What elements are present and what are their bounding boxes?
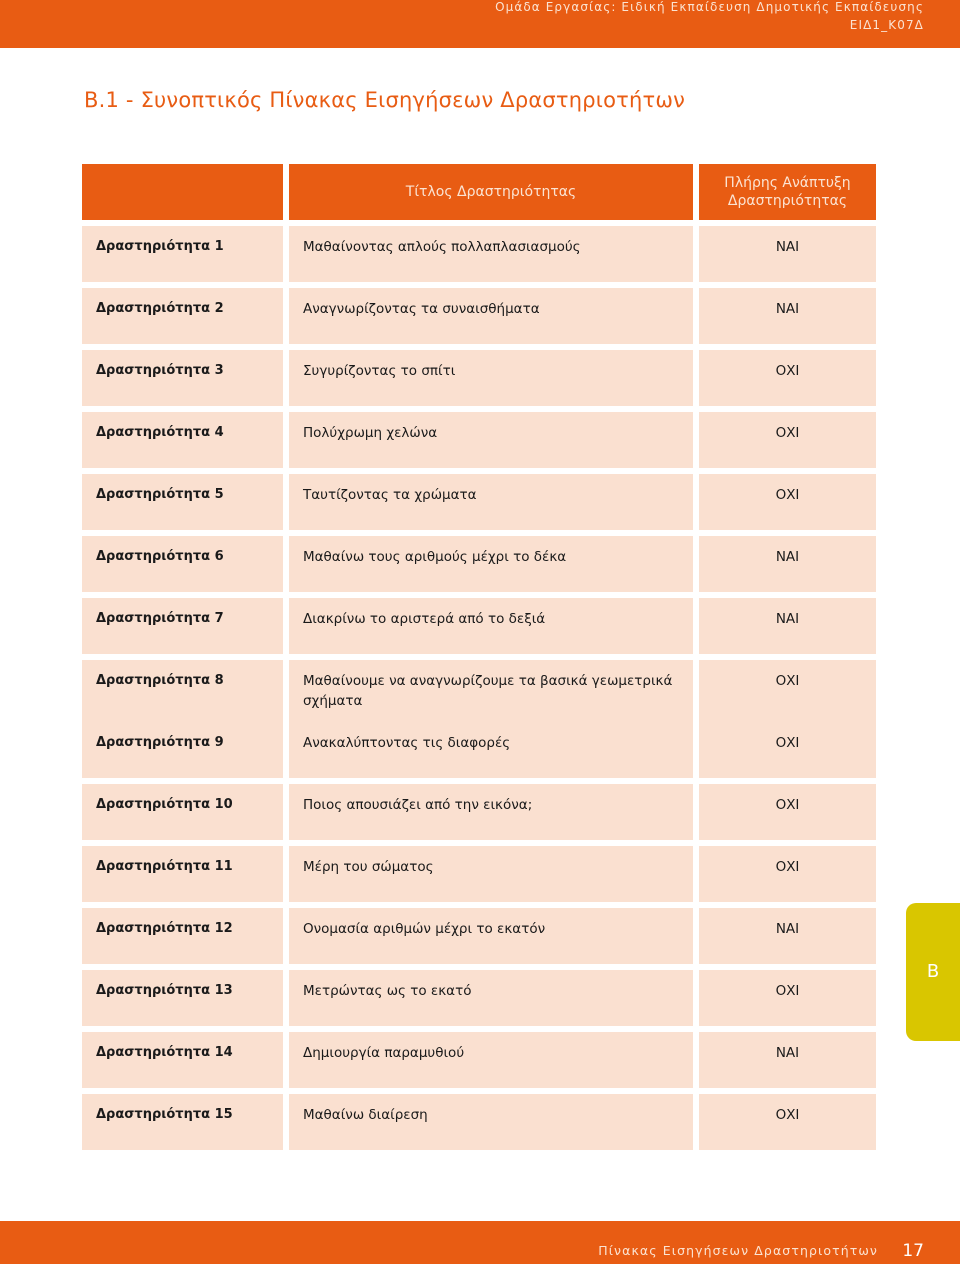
table-header-full-development: Πλήρης Ανάπτυξη Δραστηριότητας bbox=[699, 164, 876, 220]
row-13-full: ΟΧΙ bbox=[699, 970, 876, 1026]
row-1-title: Μαθαίνοντας απλούς πολλαπλασιασμούς bbox=[289, 226, 693, 282]
footer-band bbox=[0, 1221, 960, 1264]
row-7-title: Διακρίνω το αριστερά από το δεξιά bbox=[289, 598, 693, 654]
header-group-name: Ομάδα Εργασίας: Ειδική Εκπαίδευση Δημοτικής Εκπαίδευσης bbox=[495, 0, 924, 14]
row-12-title: Ονομασία αριθμών μέχρι το εκατόν bbox=[289, 908, 693, 964]
row-2-activity: Δραστηριότητα 2 bbox=[82, 288, 283, 344]
row-11-full: ΟΧΙ bbox=[699, 846, 876, 902]
rows-8-9-activity bbox=[82, 660, 283, 778]
rows-8-9-full bbox=[699, 660, 876, 778]
row-10-title: Ποιος απουσιάζει από την εικόνα; bbox=[289, 784, 693, 840]
row-4-full: ΟΧΙ bbox=[699, 412, 876, 468]
activities-table bbox=[82, 164, 876, 1156]
row-9-activity: Δραστηριότητα 9 bbox=[96, 735, 224, 750]
row-6-title: Μαθαίνω τους αριθμούς μέχρι το δέκα bbox=[289, 536, 693, 592]
row-1-activity: Δραστηριότητα 1 bbox=[82, 226, 283, 282]
row-15-activity: Δραστηριότητα 15 bbox=[82, 1094, 283, 1150]
row-4-title: Πολύχρωμη χελώνα bbox=[289, 412, 693, 468]
row-14-full: ΝΑΙ bbox=[699, 1032, 876, 1088]
page-number: 17 bbox=[902, 1241, 924, 1261]
row-7-full: ΝΑΙ bbox=[699, 598, 876, 654]
row-2-full: ΝΑΙ bbox=[699, 288, 876, 344]
row-10-full: ΟΧΙ bbox=[699, 784, 876, 840]
page-title: Β.1 - Συνοπτικός Πίνακας Εισηγήσεων Δραστηριοτήτων bbox=[84, 88, 686, 112]
row-12-activity: Δραστηριότητα 12 bbox=[82, 908, 283, 964]
row-15-title: Μαθαίνω διαίρεση bbox=[289, 1094, 693, 1150]
row-9-title: Ανακαλύπτοντας τις διαφορές bbox=[303, 735, 511, 751]
row-11-activity: Δραστηριότητα 11 bbox=[82, 846, 283, 902]
row-8-title: Μαθαίνουμε να αναγνωρίζουμε τα βασικά γεωμετρικά σχήματα bbox=[303, 673, 673, 709]
row-4-activity: Δραστηριότητα 4 bbox=[82, 412, 283, 468]
table-header-title: Τίτλος Δραστηριότητας bbox=[289, 164, 693, 220]
row-3-full: ΟΧΙ bbox=[699, 350, 876, 406]
row-11-title: Μέρη του σώματος bbox=[289, 846, 693, 902]
row-5-title: Ταυτίζοντας τα χρώματα bbox=[289, 474, 693, 530]
row-2-title: Αναγνωρίζοντας τα συναισθήματα bbox=[289, 288, 693, 344]
row-6-full: ΝΑΙ bbox=[699, 536, 876, 592]
row-13-title: Μετρώντας ως το εκατό bbox=[289, 970, 693, 1026]
row-15-full: ΟΧΙ bbox=[699, 1094, 876, 1150]
row-12-full: ΝΑΙ bbox=[699, 908, 876, 964]
row-14-activity: Δραστηριότητα 14 bbox=[82, 1032, 283, 1088]
section-tab-label: Β bbox=[926, 961, 940, 982]
row-9-full: ΟΧΙ bbox=[775, 735, 800, 751]
row-8-full: ΟΧΙ bbox=[775, 673, 800, 689]
row-1-full: ΝΑΙ bbox=[699, 226, 876, 282]
row-10-activity: Δραστηριότητα 10 bbox=[82, 784, 283, 840]
row-5-activity: Δραστηριότητα 5 bbox=[82, 474, 283, 530]
footer-title: Πίνακας Εισηγήσεων Δραστηριοτήτων bbox=[598, 1243, 878, 1258]
row-14-title: Δημιουργία παραμυθιού bbox=[289, 1032, 693, 1088]
row-5-full: ΟΧΙ bbox=[699, 474, 876, 530]
row-3-title: Συγυρίζοντας το σπίτι bbox=[289, 350, 693, 406]
table-header-empty bbox=[82, 164, 283, 220]
header-band bbox=[0, 0, 960, 48]
header-code: ΕΙΔ1_Κ07Δ bbox=[849, 18, 924, 32]
row-6-activity: Δραστηριότητα 6 bbox=[82, 536, 283, 592]
row-8-activity: Δραστηριότητα 8 bbox=[96, 673, 224, 688]
row-13-activity: Δραστηριότητα 13 bbox=[82, 970, 283, 1026]
row-7-activity: Δραστηριότητα 7 bbox=[82, 598, 283, 654]
rows-8-9-title bbox=[289, 660, 693, 778]
row-3-activity: Δραστηριότητα 3 bbox=[82, 350, 283, 406]
section-tab bbox=[906, 903, 960, 1041]
